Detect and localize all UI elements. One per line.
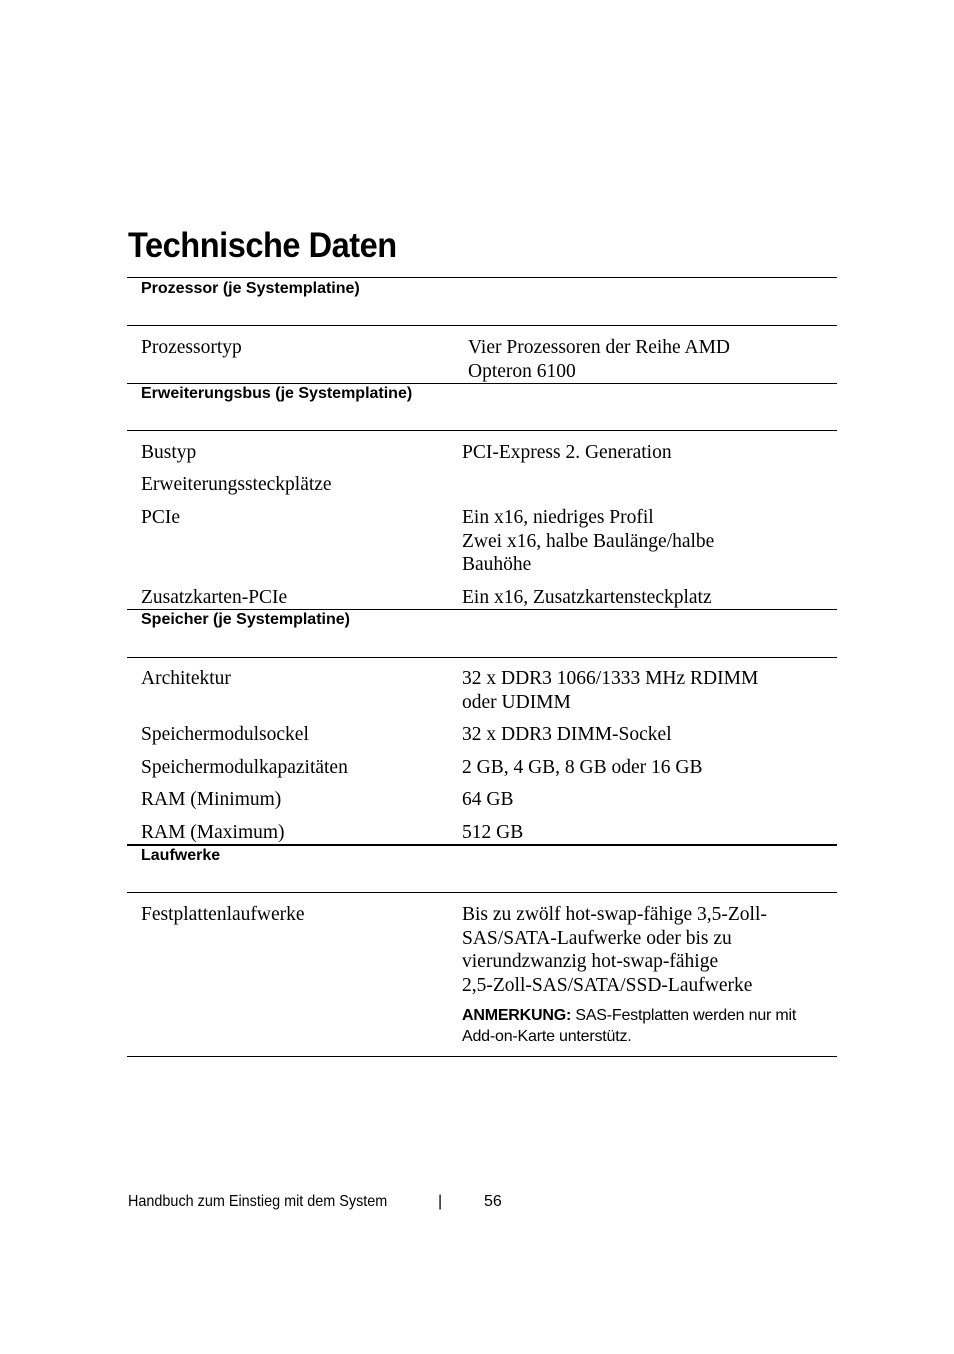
spec-label: Prozessortyp [141, 337, 242, 358]
page-number: 56 [484, 1193, 502, 1210]
note-text: SAS-Festplatten werden nur mit [575, 1007, 797, 1024]
spec-label: RAM (Maximum) [141, 822, 285, 843]
rule [127, 609, 837, 610]
section-title-prozessor: Prozessor (je Systemplatine) [141, 280, 360, 297]
spec-value: 32 x DDR3 DIMM-Sockel [462, 724, 672, 745]
spec-value: Ein x16, niedriges Profil Zwei x16, halbe Baulänge/halbe Bauhöhe [462, 507, 715, 575]
spec-label: Zusatzkarten-PCIe [141, 587, 288, 608]
note-label: ANMERKUNG: [462, 1007, 572, 1024]
spec-label: Speichermodulkapazitäten [141, 757, 348, 778]
footer-separator: | [438, 1193, 443, 1210]
section-title-speicher: Speicher (je Systemplatine) [141, 611, 350, 628]
rule [127, 383, 837, 384]
rule [127, 1056, 837, 1057]
spec-value: Vier Prozessoren der Reihe AMD Opteron 6100 [468, 337, 731, 382]
spec-value: Bis zu zwölf hot-swap-fähige 3,5-Zoll- SAS/SATA-Laufwerke oder bis zu vierundzwanzig hot-swap-fähige 2,5-Zoll-SAS/SATA/SSD-Laufwerke [462, 904, 767, 996]
spec-label: Architektur [141, 668, 231, 689]
spec-label: PCIe [141, 507, 180, 528]
rule [127, 277, 837, 278]
note [462, 1005, 832, 1047]
spec-value: 512 GB [462, 822, 524, 843]
spec-value: PCI-Express 2. Generation [462, 442, 672, 463]
spec-value: 64 GB [462, 789, 514, 810]
rule [127, 657, 837, 658]
rule [127, 844, 837, 846]
footer-title: Handbuch zum Einstieg mit dem System [128, 1193, 388, 1210]
spec-label: Bustyp [141, 442, 197, 463]
spec-label: Erweiterungssteckplätze [141, 474, 332, 495]
spec-value: 32 x DDR3 1066/1333 MHz RDIMM oder UDIMM [462, 668, 759, 713]
spec-label: RAM (Minimum) [141, 789, 282, 810]
rule [127, 892, 837, 893]
rule [127, 325, 837, 326]
section-title-laufwerke: Laufwerke [141, 847, 221, 864]
spec-value: Ein x16, Zusatzkartensteckplatz [462, 587, 712, 608]
spec-label: Festplattenlaufwerke [141, 904, 305, 925]
spec-label: Speichermodulsockel [141, 724, 309, 745]
page-title: Technische Daten [128, 226, 397, 265]
note-text: Add-on-Karte unterstütz. [462, 1028, 632, 1045]
section-title-erweiterungsbus: Erweiterungsbus (je Systemplatine) [141, 385, 413, 402]
spec-value: 2 GB, 4 GB, 8 GB oder 16 GB [462, 757, 703, 778]
rule [127, 430, 837, 431]
